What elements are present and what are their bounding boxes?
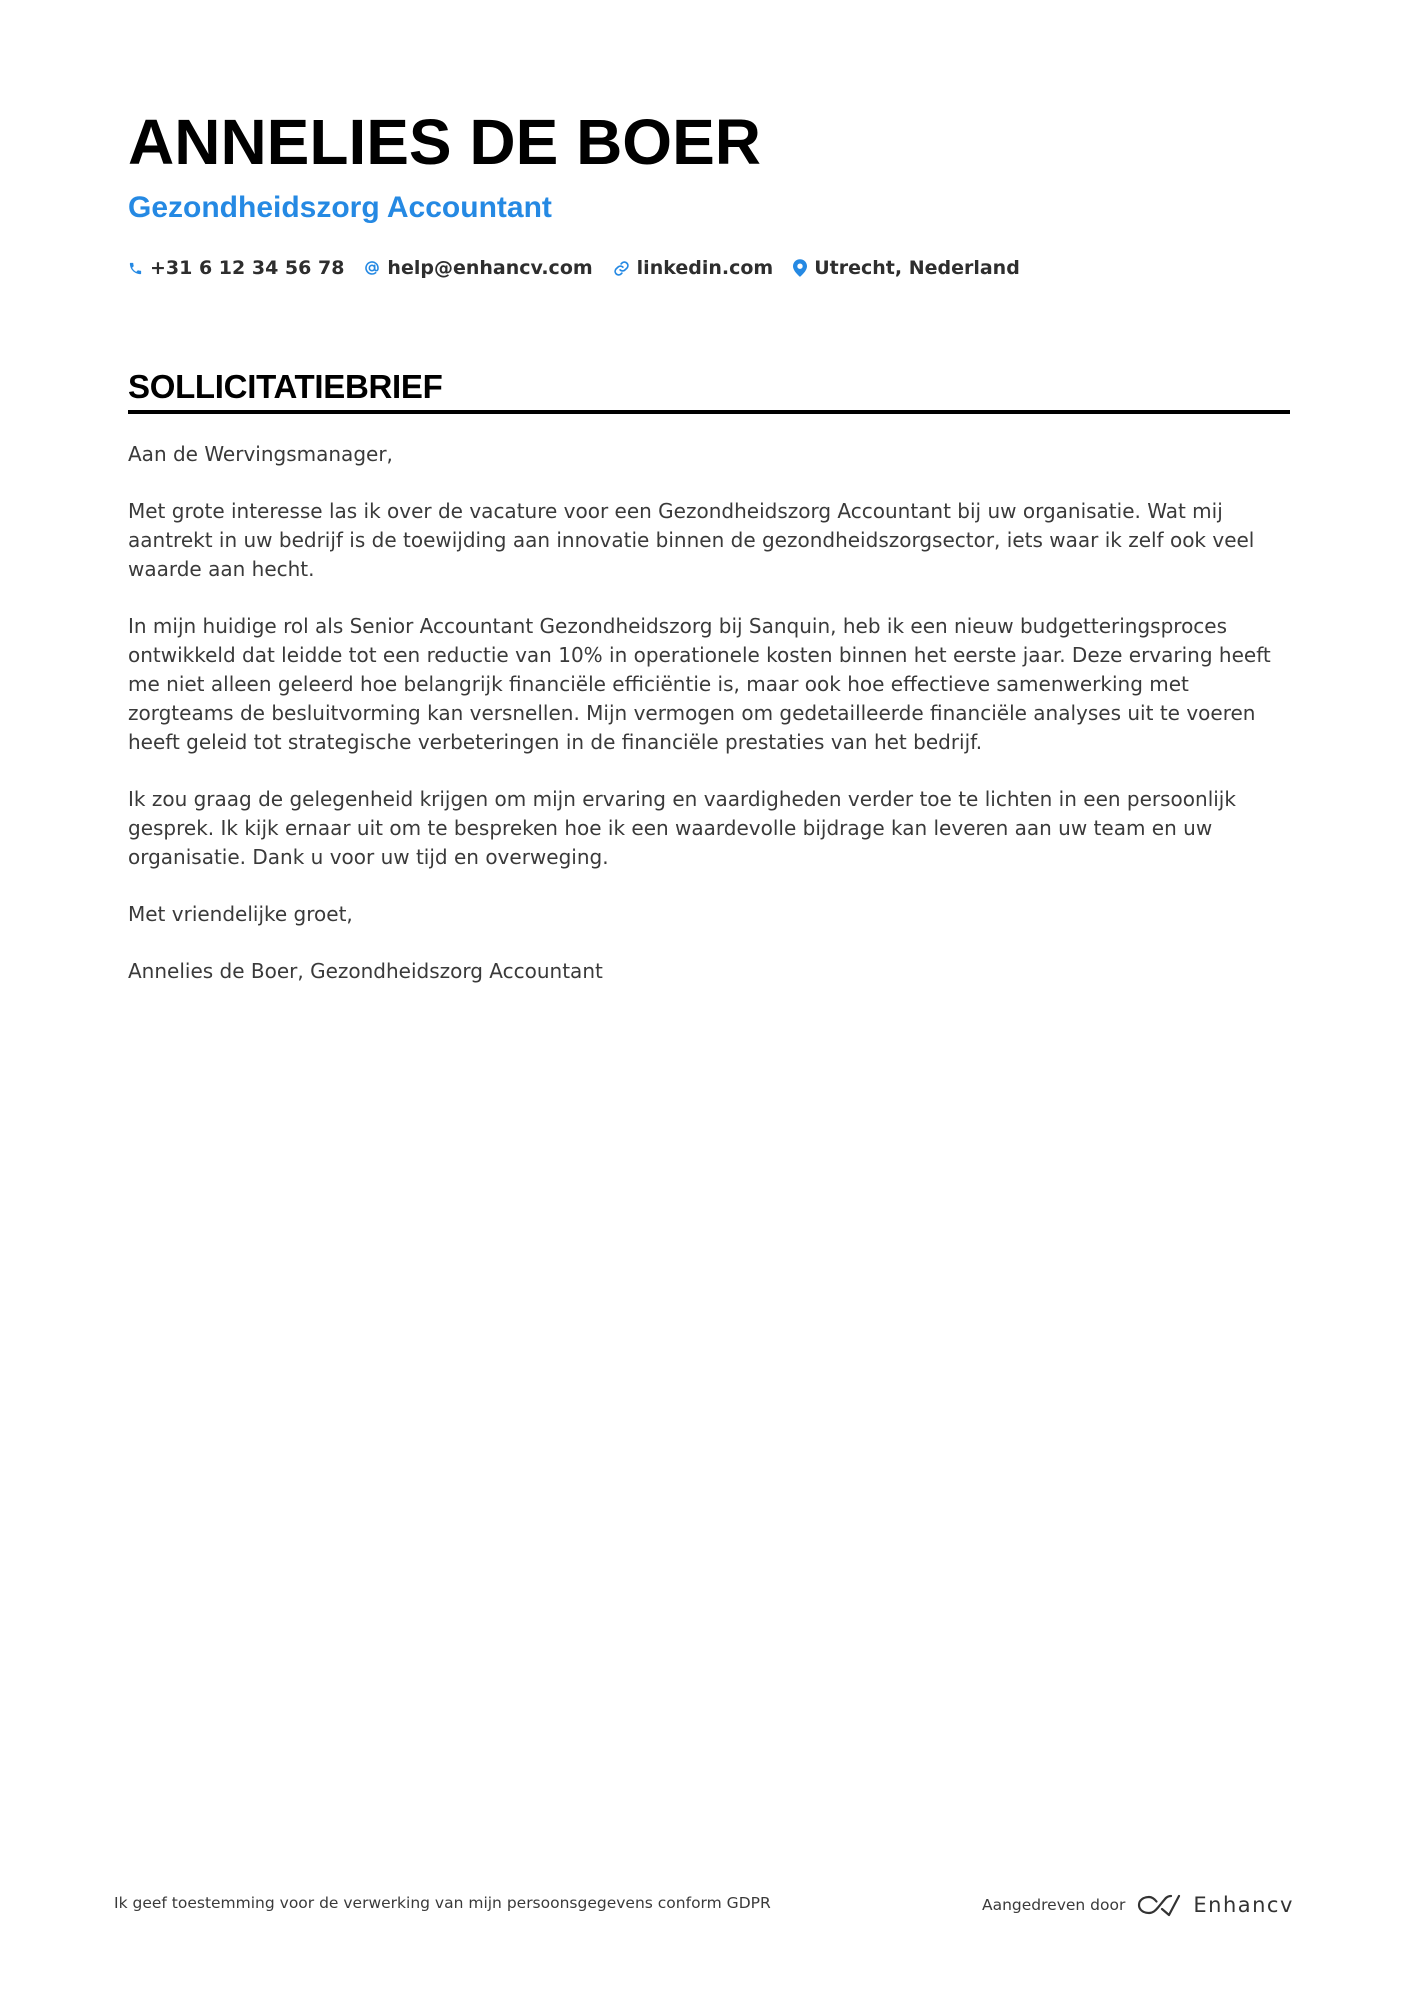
gdpr-consent: Ik geef toestemming voor de verwerking van mijn persoonsgegevens conform GDPR [114, 1894, 771, 1912]
powered-by[interactable] [982, 1892, 1294, 1918]
applicant-name: ANNELIES DE BOER [128, 106, 761, 178]
location-pin-icon [793, 259, 807, 277]
contact-linkedin[interactable] [613, 257, 774, 279]
section-title: SOLLICITATIEBRIEF [128, 368, 443, 405]
job-title: Gezondheidszorg Accountant [128, 191, 552, 224]
phone-text: +31 6 12 34 56 78 [150, 257, 345, 279]
phone-icon [128, 261, 143, 276]
letter-paragraph: Ik zou graag de gelegenheid krijgen om mijn ervaring en vaardigheden verder toe te lichten in een persoonlijk gesprek. Ik kijk ernaar uit om te bespreken hoe ik een waardevolle bijdrage kan leveren aan uw team en uw organisatie. Dank u voor uw tijd en overweging. [128, 786, 1236, 869]
letter-body [128, 440, 1296, 1015]
brand-name: Enhancv [1193, 1893, 1294, 1917]
contact-phone [128, 257, 344, 279]
contact-location [793, 257, 1020, 279]
section-divider [128, 410, 1290, 414]
linkedin-text: linkedin.com [636, 257, 774, 279]
contact-email[interactable] [364, 257, 592, 279]
location-text: Utrecht, Nederland [814, 257, 1020, 279]
letter-paragraph: In mijn huidige rol als Senior Accountant Gezondheidszorg bij Sanquin, heb ik een nieuw budgetteringsproces ontwikkeld dat leidde tot een reductie van 10% in operationele kosten binnen het eerste jaar. Deze ervaring heeft me niet alleen geleerd hoe belangrijk financiële efficiëntie is, maar ook hoe effectieve samenwerking met zorgteams de besluitvorming kan versnellen. Mijn vermogen om gedetailleerde financiële analyses uit te voeren heeft geleid tot strategische verbeteringen in de financiële prestaties van het bedrijf. [128, 614, 1271, 754]
contact-bar [128, 255, 1020, 281]
salutation: Aan de Wervingsmanager, [128, 442, 393, 466]
enhancv-logo-icon [1135, 1892, 1183, 1918]
signature: Annelies de Boer, Gezondheidszorg Accountant [128, 959, 603, 984]
letter-paragraph: Met grote interesse las ik over de vacature voor een Gezondheidszorg Accountant bij uw organisatie. Wat mij aantrekt in uw bedrijf is de toewijding aan innovatie binnen de gezondheidszorgsector, iets waar ik zelf ook veel waarde aan hecht. [128, 499, 1255, 581]
at-icon [364, 260, 380, 276]
powered-by-label: Aangedreven door [982, 1896, 1126, 1914]
closing: Met vriendelijke groet, [128, 901, 353, 926]
email-text: help@enhancv.com [387, 257, 593, 279]
link-icon [613, 260, 630, 277]
